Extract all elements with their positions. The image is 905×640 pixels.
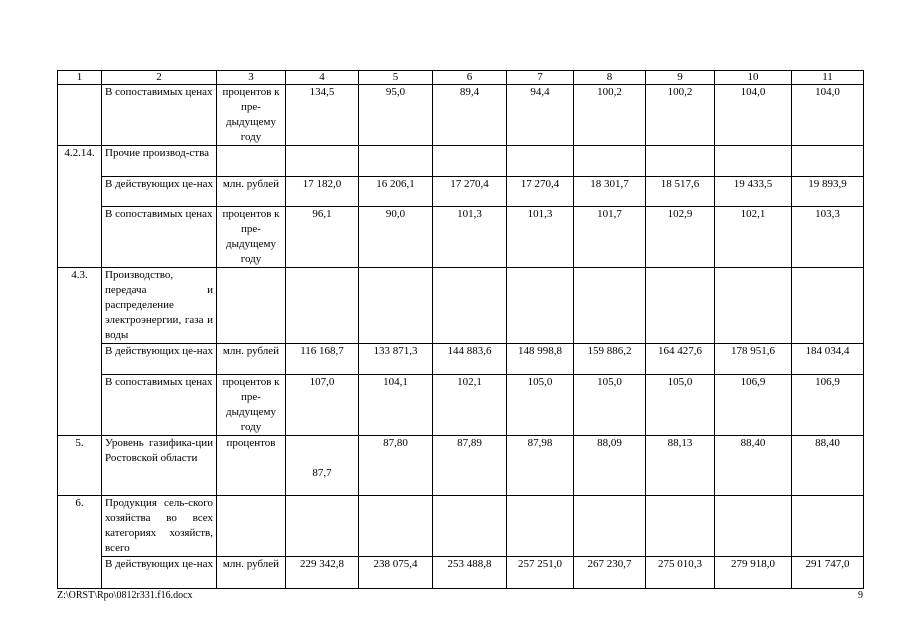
value-cell: 102,1: [715, 207, 792, 268]
value-cell: 87,98: [507, 436, 574, 496]
value-cell: 100,2: [646, 85, 715, 146]
value-cell: [507, 146, 574, 177]
table-row: [58, 85, 864, 146]
value-cell: 89,4: [433, 85, 507, 146]
page-number: 9: [858, 590, 863, 601]
value-cell: 102,1: [433, 375, 507, 436]
value-cell: 253 488,8: [433, 557, 507, 589]
row-description: Продукция сель-ского хозяйства во всех категориях хозяйств, всего: [102, 496, 217, 557]
value-cell: [646, 268, 715, 344]
row-id: 5.: [58, 436, 102, 496]
value-cell: [646, 496, 715, 557]
value-cell: 19 433,5: [715, 177, 792, 207]
value-cell: 102,9: [646, 207, 715, 268]
col-header: 11: [792, 71, 864, 85]
value-cell: 229 342,8: [286, 557, 359, 589]
value-cell: 105,0: [574, 375, 646, 436]
col-header: 1: [58, 71, 102, 85]
value-cell: 94,4: [507, 85, 574, 146]
value-cell: [574, 496, 646, 557]
value-cell: [792, 496, 864, 557]
row-unit: процентов к пре-дыдущему году: [217, 207, 286, 268]
value-cell: [359, 268, 433, 344]
value-cell: [792, 146, 864, 177]
value-cell: 184 034,4: [792, 344, 864, 375]
row-unit: млн. рублей: [217, 557, 286, 589]
value-cell: [286, 146, 359, 177]
value-cell: 164 427,6: [646, 344, 715, 375]
table-row: [58, 375, 864, 436]
table-row: [58, 557, 864, 589]
row-unit: [217, 268, 286, 344]
row-description: Производство, передача и распределение электроэнергии, газа и воды: [102, 268, 217, 344]
value-cell: [433, 146, 507, 177]
row-unit: млн. рублей: [217, 344, 286, 375]
row-unit: [217, 496, 286, 557]
col-header: 8: [574, 71, 646, 85]
value-cell: 90,0: [359, 207, 433, 268]
value-cell: 134,5: [286, 85, 359, 146]
value-cell: [507, 496, 574, 557]
value-cell: 105,0: [646, 375, 715, 436]
row-description: Уровень газифика-ции Ростовской области: [102, 436, 217, 496]
value-cell: [507, 268, 574, 344]
value-cell: 101,7: [574, 207, 646, 268]
value-cell: 88,13: [646, 436, 715, 496]
value-cell: 178 951,6: [715, 344, 792, 375]
row-description: В действующих це-нах: [102, 344, 217, 375]
value-cell: [286, 268, 359, 344]
row-unit: процентов к пре-дыдущему году: [217, 375, 286, 436]
col-header: 10: [715, 71, 792, 85]
value-cell: 104,0: [715, 85, 792, 146]
table-row: [58, 177, 864, 207]
value-cell: 101,3: [433, 207, 507, 268]
col-header: 2: [102, 71, 217, 85]
table-row: [58, 146, 864, 177]
table-row: [58, 268, 864, 344]
value-cell: 16 206,1: [359, 177, 433, 207]
value-cell: [433, 496, 507, 557]
value-cell: [646, 146, 715, 177]
row-description: В сопоставимых ценах: [102, 85, 217, 146]
value-cell: 116 168,7: [286, 344, 359, 375]
row-unit: [217, 146, 286, 177]
row-description: В действующих це-нах: [102, 177, 217, 207]
row-unit: процентов: [217, 436, 286, 496]
value-cell: 104,1: [359, 375, 433, 436]
value-cell: [574, 268, 646, 344]
value-cell: 100,2: [574, 85, 646, 146]
value-cell: 106,9: [715, 375, 792, 436]
value-cell: 133 871,3: [359, 344, 433, 375]
value-cell: 101,3: [507, 207, 574, 268]
table-row: [58, 344, 864, 375]
document-path: Z:\ORST\Rpo\0812r331.f16.docx: [57, 590, 193, 601]
value-cell: [574, 146, 646, 177]
row-id: [58, 85, 102, 146]
value-cell: 95,0: [359, 85, 433, 146]
value-cell: [715, 496, 792, 557]
value-cell: 257 251,0: [507, 557, 574, 589]
col-header: 6: [433, 71, 507, 85]
value-cell: 159 886,2: [574, 344, 646, 375]
value-cell: 88,09: [574, 436, 646, 496]
row-id: 6.: [58, 496, 102, 589]
value-cell: [359, 496, 433, 557]
table-row: [58, 207, 864, 268]
col-header: 4: [286, 71, 359, 85]
value-cell: [715, 146, 792, 177]
value-cell: 279 918,0: [715, 557, 792, 589]
row-description: Прочие производ-ства: [102, 146, 217, 177]
value-cell: 18 517,6: [646, 177, 715, 207]
value-cell: 104,0: [792, 85, 864, 146]
value-cell: [715, 268, 792, 344]
value-cell: 88,40: [792, 436, 864, 496]
row-unit: млн. рублей: [217, 177, 286, 207]
row-id: 4.3.: [58, 268, 102, 436]
value-cell: 275 010,3: [646, 557, 715, 589]
col-header: 7: [507, 71, 574, 85]
value-cell: 238 075,4: [359, 557, 433, 589]
table-row: [58, 496, 864, 557]
value-cell: 17 270,4: [507, 177, 574, 207]
value-cell: 17 182,0: [286, 177, 359, 207]
value-cell: 18 301,7: [574, 177, 646, 207]
col-header: 5: [359, 71, 433, 85]
value-cell: 267 230,7: [574, 557, 646, 589]
value-cell: [792, 268, 864, 344]
value-cell: 144 883,6: [433, 344, 507, 375]
col-header: 3: [217, 71, 286, 85]
value-cell: 148 998,8: [507, 344, 574, 375]
value-cell: 105,0: [507, 375, 574, 436]
table-row: [58, 436, 864, 496]
table-header-row: [58, 71, 864, 85]
value-cell: 107,0: [286, 375, 359, 436]
value-cell: 19 893,9: [792, 177, 864, 207]
value-cell: 17 270,4: [433, 177, 507, 207]
value-cell: [286, 496, 359, 557]
row-description: В действующих це-нах: [102, 557, 217, 589]
row-id: 4.2.14.: [58, 146, 102, 268]
value-cell: 291 747,0: [792, 557, 864, 589]
value-cell: 96,1: [286, 207, 359, 268]
value-cell: [433, 268, 507, 344]
value-cell: 106,9: [792, 375, 864, 436]
value-cell: 87,89: [433, 436, 507, 496]
value-cell: 87,80: [359, 436, 433, 496]
row-unit: процентов к пре-дыдущему году: [217, 85, 286, 146]
value-cell: 103,3: [792, 207, 864, 268]
row-description: В сопоставимых ценах: [102, 207, 217, 268]
value-cell: 88,40: [715, 436, 792, 496]
col-header: 9: [646, 71, 715, 85]
row-description: В сопоставимых ценах: [102, 375, 217, 436]
value-cell: 87,7: [286, 436, 359, 496]
data-table: [57, 70, 864, 589]
value-cell: [359, 146, 433, 177]
